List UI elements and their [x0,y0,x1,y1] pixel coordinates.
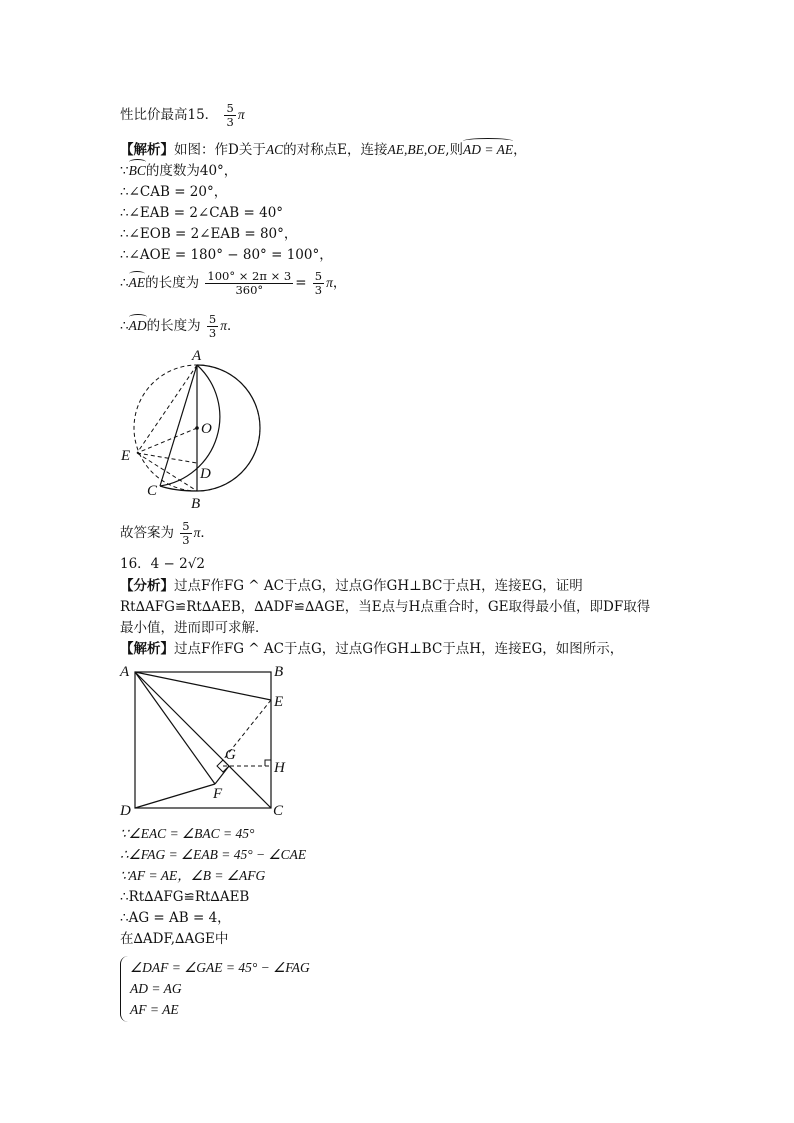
fenxi-label: 【分析】 [120,578,174,594]
label-D: D [200,466,211,482]
q15-step-6: ∴AE的长度为 $\frac{100^\circ \times 2\pi \times 3}{360^\circ}$ = $\frac{5}{3}$ π， [120,269,347,297]
q15-step-4: ∴∠EOB = 2∠EAB = 80°， [120,226,298,242]
label-D: D [120,803,131,819]
label-C: C [147,483,158,499]
label-E: E [274,694,284,710]
system-brace [120,956,129,1022]
q16-header: 16．4 − 2√2 [120,556,205,572]
label-A: A [120,664,130,680]
segment-DF [135,784,215,808]
segment-AE [135,672,271,700]
analysis-label: 【解析】 [120,142,174,158]
q15-step-5: ∴∠AOE = 180° − 80° = 100°， [120,247,333,263]
label-G: G [225,747,236,763]
q16-step-6: 在∆ADF,∆AGE中 [120,931,229,947]
jiexi-label: 【解析】 [120,641,174,657]
q16-analysis-3: 最小值，进而即可求解． [120,620,269,636]
q16-condition-3: AF = AE [130,1002,179,1017]
circle-figure [115,345,275,515]
q16-condition-1: ∠DAF = ∠GAE = 45° − ∠FAG [130,960,310,975]
pi-symbol: π [237,107,245,122]
label-B: B [274,664,284,680]
segment-EB [137,453,197,491]
right-angle-H [265,760,271,766]
square-figure [115,660,295,820]
label-O: O [201,421,212,437]
q15-conclusion: 故答案为 $\frac{5}{3}$ π． [120,519,214,547]
q15-step-1: ∵BC的度数为40°， [120,163,238,179]
chord-AC [160,365,197,486]
q15-step-3: ∴∠EAB = 2∠CAB = 40° [120,205,284,221]
q16-step-5: ∴AG = AB = 4， [120,910,231,926]
q16-analysis-2: Rt∆AFG≌Rt∆AEB，∆ADF≌∆AGE，当E点与H点重合时，GE取得最小值，即DF取得 [120,599,651,615]
q15-number: 性比价最高15． [120,107,219,123]
q15-answer-fraction: $\frac{5}{3}$ [226,101,234,129]
label-F: F [213,786,223,802]
arc-length-formula: $\frac{100^\circ \times 2\pi \times 3}{360^\circ}$ [207,269,292,297]
label-B: B [191,496,201,512]
label-E: E [121,448,131,464]
label-A: A [192,348,202,364]
label-H: H [274,760,285,776]
q15-step-7: ∴AD的长度为 $\frac{5}{3}$ π． [120,312,241,340]
q16-condition-2: AD = AG [130,981,182,996]
q15-header [120,102,245,129]
label-C: C [273,803,284,819]
q15-analysis-line: 【解析】如图：作D关于AC的对称点E，连接AE,BE,OE,则AD = AE， [120,142,527,158]
q15-step-2: ∴∠CAB = 20°， [120,184,228,200]
center-point [195,426,199,430]
segment-AE [137,365,197,453]
q16-analysis-1: 【分析】过点F作FG ^ AC于点G，过点G作GH⊥BC于点H，连接EG，证明 [120,578,583,594]
q16-step-2: ∴∠FAG = ∠EAB = 45° − ∠CAE [120,847,307,862]
segment-AF [135,672,215,784]
q16-step-3: ∵AF = AE，∠B = ∠AFG [120,868,266,883]
q16-solution-1: 【解析】过点F作FG ^ AC于点G，过点G作GH⊥BC于点H，连接EG，如图所示， [120,641,624,657]
q16-step-4: ∴Rt∆AFG≌Rt∆AEB [120,889,250,905]
q16-step-1: ∵∠EAC = ∠BAC = 45° [120,826,255,841]
